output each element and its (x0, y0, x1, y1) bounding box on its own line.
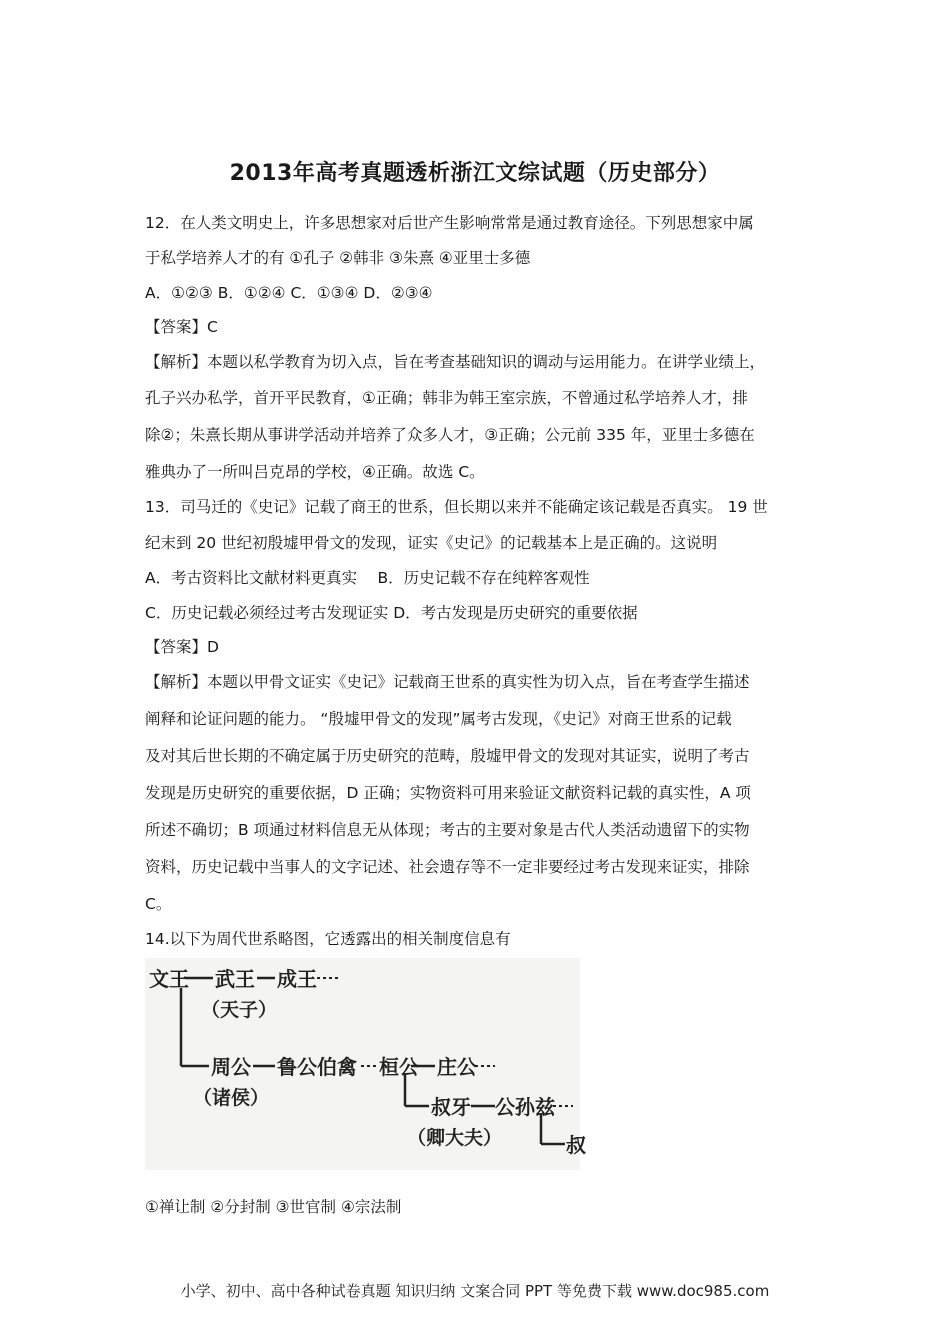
text-line: 资料，历史记载中当事人的文字记述、社会遗存等不一定非要经过考古发现来证实，排除 (145, 858, 750, 876)
text-line: 【解析】本题以甲骨文证实《史记》记载商王世系的真实性为切入点，旨在考查学生描述 (145, 673, 750, 691)
node-zhuanggong: 庄公 (437, 1055, 477, 1079)
text-line: 阐释和论证问题的能力。 “殷墟甲骨文的发现”属考古发现，《史记》对商王世系的记载 (145, 710, 732, 728)
text-line: C．历史记载必须经过考古发现证实 D．考古发现是历史研究的重要依据 (145, 604, 638, 622)
label-tianzi: （天子） (201, 999, 278, 1021)
node-shuya: 叔牙 (431, 1095, 471, 1119)
node-huangong: 桓公 (379, 1055, 419, 1079)
text-line: 发现是历史研究的重要依据，D 正确；实物资料可用来验证文献资料记载的真实性，A 项 (145, 784, 751, 802)
answer-options: ①禅让制 ②分封制 ③世官制 ④宗法制 (145, 1198, 402, 1216)
node-wuwang: 武王 (215, 967, 255, 991)
text-line: A．①②③ B．①②④ C．①③④ D．②③④ (145, 284, 433, 302)
text-line: 所述不确切；B 项通过材料信息无从体现；考古的主要对象是古代人类活动遗留下的实物 (145, 821, 750, 839)
text-line: 除②；朱熹长期从事讲学活动并培养了众多人才，③正确；公元前 335 年，亚里士多德在 (145, 426, 755, 444)
label-zhuhou: （诸侯） (193, 1087, 270, 1109)
node-lugong: 鲁公伯禽 (277, 1055, 357, 1079)
genealogy-svg (145, 958, 586, 1170)
node-shu: 叔 (566, 1133, 586, 1157)
text-line: 雅典办了一所叫吕克昂的学校，④正确。故选 C。 (145, 463, 485, 481)
text-line: C。 (145, 895, 172, 913)
page-title: 2013年高考真题透析浙江文综试题（历史部分） (229, 161, 721, 186)
text-line: 14.以下为周代世系略图，它透露出的相关制度信息有 (145, 930, 511, 948)
text-line: 13．司马迁的《史记》记载了商王的世系，但长期以来并不能确定该记载是否真实。 19 世 (145, 498, 768, 516)
text-line: 及对其后世长期的不确定属于历史研究的范畴，殷墟甲骨文的发现对其证实，说明了考古 (145, 747, 750, 765)
node-gongsunzi: 公孙兹 (495, 1095, 555, 1119)
text-line: 【解析】本题以私学教育为切入点，旨在考查基础知识的调动与运用能力。在讲学业绩上， (145, 353, 766, 371)
text-line: 12．在人类文明史上，许多思想家对后世产生影响常常是通过教育途径。下列思想家中属 (145, 214, 754, 232)
text-line: A．考古资料比文献材料更真实 B．历史记载不存在纯粹客观性 (145, 569, 590, 587)
text-line: 【答案】D (145, 638, 219, 656)
text-line: 孔子兴办私学，首开平民教育，①正确；韩非为韩王室宗族，不曾通过私学培养人才，排 (145, 389, 748, 407)
page-footer: 小学、初中、高中各种试卷真题 知识归纳 文案合同 PPT 等免费下载 www.doc985.com (180, 1282, 770, 1300)
text-line: 纪末到 20 世纪初殷墟甲骨文的发现，证实《史记》的记载基本上是正确的。这说明 (145, 534, 718, 552)
text-line: 于私学培养人才的有 ①孔子 ②韩非 ③朱熹 ④亚里士多德 (145, 249, 531, 267)
node-chengwang: 成王 (277, 967, 317, 991)
node-wenwang: 文王 (149, 967, 189, 991)
label-qingdafu: （卿大夫） (407, 1127, 503, 1149)
zhou-genealogy-diagram (145, 958, 586, 1170)
text-line: 【答案】C (145, 318, 218, 336)
node-zhougong: 周公 (211, 1055, 251, 1079)
